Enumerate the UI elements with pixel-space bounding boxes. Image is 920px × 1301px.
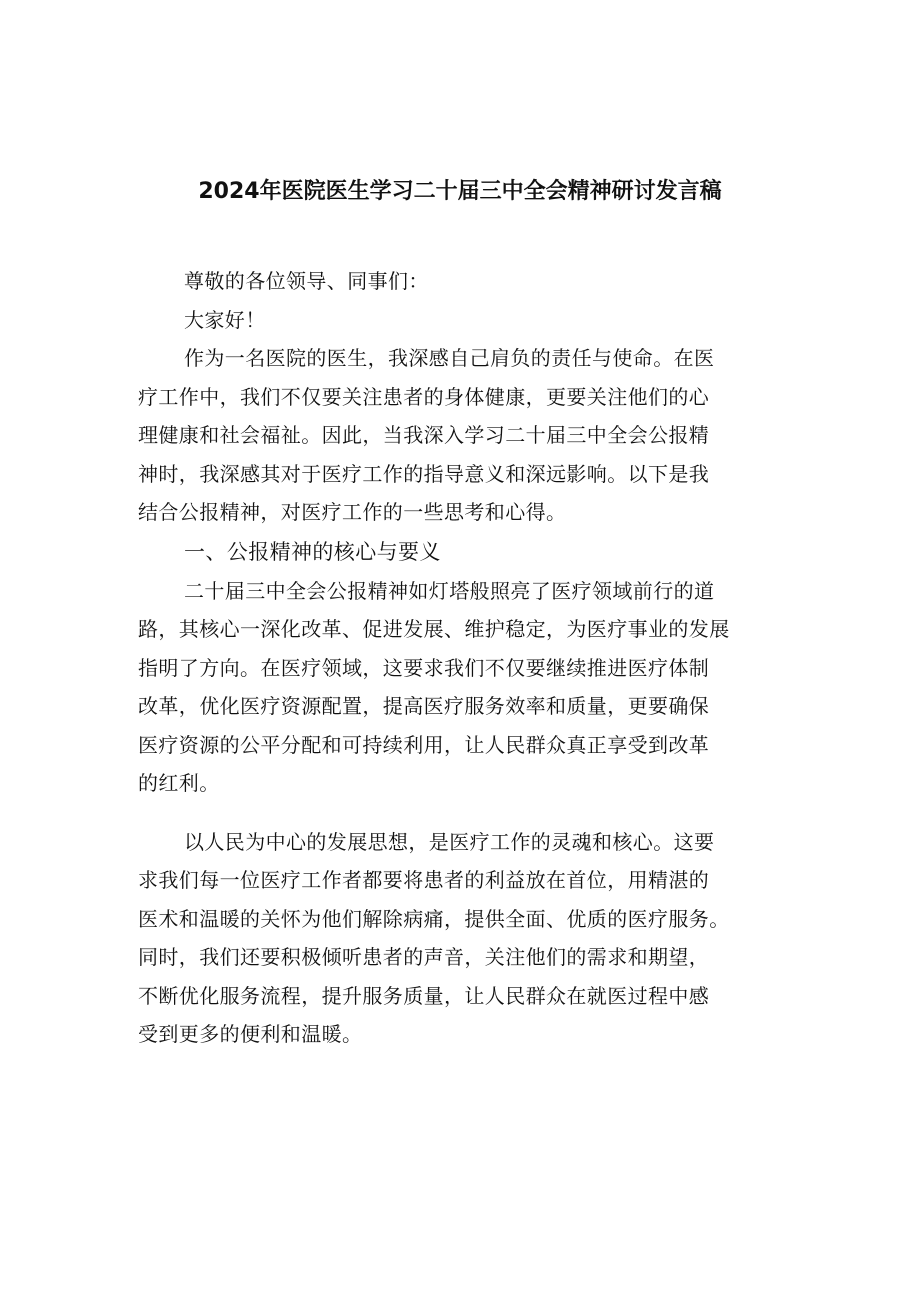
paragraph-line: 作为一名医院的医生，我深感自己肩负的责任与使命。在医: [184, 346, 715, 370]
paragraph-line: 以人民为中心的发展思想，是医疗工作的灵魂和核心。这要: [184, 829, 715, 854]
paragraph-line: 受到更多的便利和温暖。: [138, 1022, 363, 1046]
paragraph-gap: [138, 803, 788, 823]
paragraph-1: [138, 339, 788, 532]
paragraph-line: 路，其核心一深化改革、促进发展、维护稳定，为医疗事业的发展: [138, 617, 730, 641]
section-heading: 一、公报精神的核心与要义: [184, 539, 441, 564]
paragraph-2: [138, 572, 788, 803]
salutation: 尊敬的各位领导、同事们：: [184, 269, 429, 293]
paragraph-line: 理健康和社会福祉。因此，当我深入学习二十届三中全会公报精: [138, 423, 710, 447]
paragraph-line: 医术和温暖的关怀为他们解除病痛，提供全面、优质的医疗服务。: [138, 906, 730, 931]
paragraph-line: 神时，我深感其对于医疗工作的指导意义和深远影响。以下是我: [138, 461, 710, 486]
greeting: 大家好！: [184, 307, 266, 332]
document-body: [138, 262, 788, 1054]
paragraph-3: [138, 823, 788, 1054]
paragraph-line: 不断优化服务流程，提升服务质量，让人民群众在就医过程中感: [138, 983, 710, 1008]
paragraph-line: 求我们每一位医疗工作者都要将患者的利益放在首位，用精湛的: [138, 868, 710, 892]
paragraph-line: 医疗资源的公平分配和可持续利用，让人民群众真正享受到改革: [138, 732, 710, 757]
paragraph-line: 结合公报精神，对医疗工作的一些思考和心得。: [138, 500, 567, 524]
paragraph-line: 二十届三中全会公报精神如灯塔般照亮了医疗领域前行的道: [184, 578, 715, 603]
document-title: 2024年医院医生学习二十届三中全会精神研讨发言稿: [198, 179, 722, 204]
paragraph-line: 指明了方向。在医疗领域，这要求我们不仅要继续推进医疗体制: [138, 655, 710, 680]
paragraph-line: 改革，优化医疗资源配置，提高医疗服务效率和质量，更要确保: [138, 694, 710, 718]
paragraph-line: 同时，我们还要积极倾听患者的声音，关注他们的需求和期望，: [138, 945, 710, 969]
paragraph-line: 疗工作中，我们不仅要关注患者的身体健康，更要关注他们的心: [138, 384, 710, 409]
paragraph-line: 的红利。: [138, 771, 220, 795]
